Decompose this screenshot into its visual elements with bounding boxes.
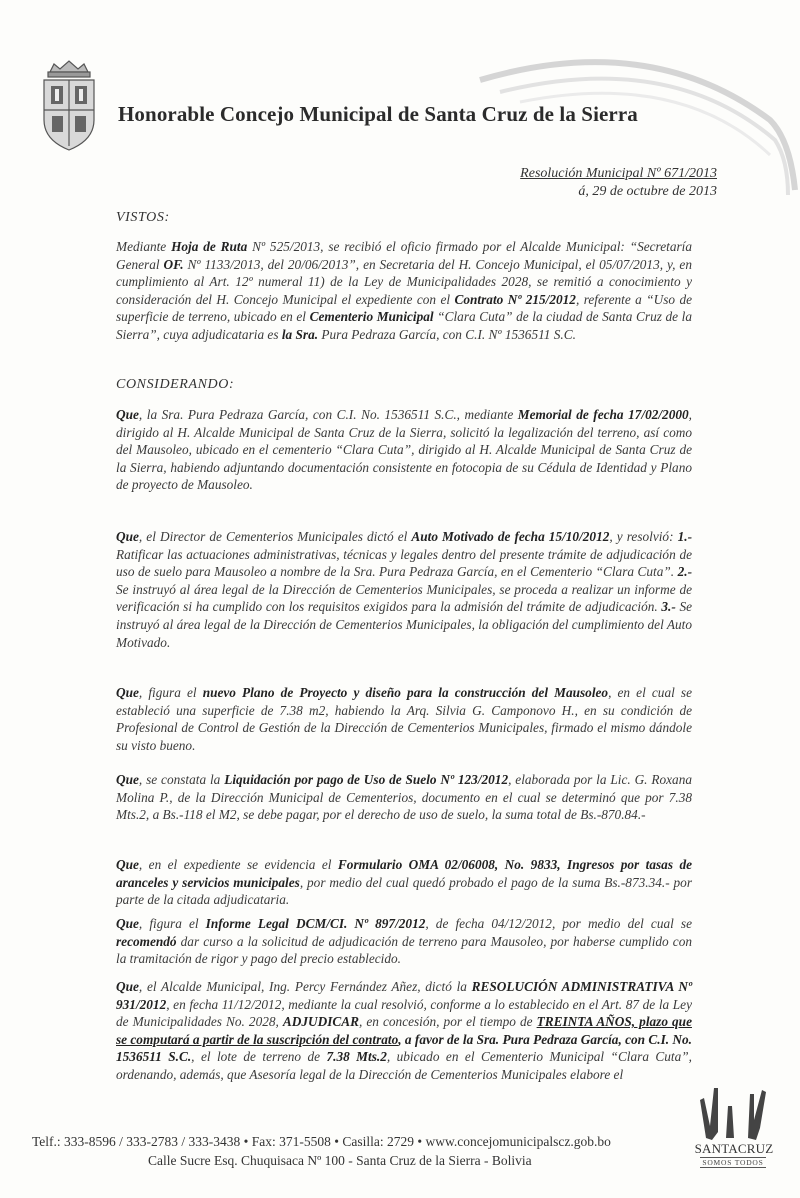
section-heading-considerando: CONSIDERANDO: — [116, 377, 235, 392]
paragraph-resolucion-administrativa: Que, el Alcalde Municipal, Ing. Percy Fernández Añez, dictó la RESOLUCIÓN ADMINISTRATIVA Nº 931/2012, en fecha 11/12/2012, mediante la cual resolvió, conforme a lo establecido en el Art. 87 de la Ley de Municipalidades No. 2028, ADJUDICAR, en concesión, por el tiempo de TREINTA AÑOS, plazo que se computará a partir de la suscripción del contrato, a favor de la Sra. Pura Pedraza García, con C.I. No. 1536511 S.C., el lote de terreno de 7.38 Mts.2, ubicado en el Cementerio Municipal “Clara Cuta”, ordenando, además, que Asesoría legal de la Dirección de Cementerios Municipales elabore el — [116, 979, 692, 1082]
paragraph-plano-proyecto: Que, figura el nuevo Plano de Proyecto y diseño para la construcción del Mausoleo, en el cual se estableció una superficie de 7.38 m2, habiendo la Arq. Silvia G. Camponovo H., en su condición de Profesional de Control de Gestión de la Dirección de Cementerios Municipales, firmado el mismo dándole su visto bueno. — [116, 685, 692, 753]
santa-cruz-logo-tagline: SOMOS TODOS — [700, 1157, 766, 1168]
footer-address: Calle Sucre Esq. Chuquisaca Nº 100 - Santa Cruz de la Sierra - Bolivia — [148, 1153, 532, 1168]
coat-of-arms-logo — [38, 58, 100, 154]
paragraph-liquidacion: Que, se constata la Liquidación por pago de Uso de Suelo Nº 123/2012, elaborada por la Lic. G. Roxana Molina P., de la Dirección Municipal de Cementerios, documento en el cual se determinó que por 7.38 Mts.2, a Bs.-118 el M2, se debe pagar, por el derecho de uso de suelo, la suma total de Bs.-870.84.- — [116, 772, 692, 823]
paragraph-informe-legal: Que, figura el Informe Legal DCM/CI. Nº 897/2012, de fecha 04/12/2012, por medio del cual se recomendó dar curso a la solicitud de adjudicación de terreno para Mausoleo, por haberse cumplido con la tramitación de rigor y pago del precio establecido. — [116, 916, 692, 967]
resolution-number: Resolución Municipal Nº 671/2013 — [520, 166, 717, 181]
paragraph-vistos: Mediante Hoja de Ruta Nº 525/2013, se recibió el oficio firmado por el Alcalde Municipal: “Secretaría General OF. Nº 1133/2013, del 20/06/2013”, en Secretaria del H. Concejo Municipal, el 05/07/2013, y, en cumplimiento al Art. 12º numeral 11) de la Ley de Municipalidades 2028, se remitió a conocimiento y consideración del H. Concejo Municipal el expediente con el Contrato Nº 215/2012, referente a “Uso de superficie de terreno, ubicado en el Cementerio Municipal “Clara Cuta” de la ciudad de Santa Cruz de la Sierra”, cuya adjudicataria es la Sra. Pura Pedraza García, con C.I. Nº 1536511 S.C. — [116, 239, 693, 342]
section-heading-vistos: VISTOS: — [116, 210, 170, 225]
resolution-date: á, 29 de octubre de 2013 — [578, 184, 717, 199]
paragraph-formulario: Que, en el expediente se evidencia el Formulario OMA 02/06008, No. 9833, Ingresos por tasas de aranceles y servicios municipales, por medio del cual quedó probado el pago de la suma Bs.-873.34.- por parte de la citada adjudicataria. — [116, 857, 692, 908]
organization-title: Honorable Concejo Municipal de Santa Cruz de la Sierra — [118, 102, 638, 126]
footer-contact: Telf.: 333-8596 / 333-2783 / 333-3438 • Fax: 371-5508 • Casilla: 2729 • www.concejomunicipalscz.gob.bo — [32, 1134, 611, 1149]
paragraph-auto-motivado: Que, el Director de Cementerios Municipales dictó el Auto Motivado de fecha 15/10/2012, y resolvió: 1.- Ratificar las actuaciones administrativas, técnicas y legales dentro del presente trámite de adjudicación de uso de suelo para Mausoleo a nombre de la Sra. Pura Pedraza García, en el Cementerio “Clara Cuta”. 2.- Se instruyó al área legal de la Dirección de Cementerios Municipales, se proceda a realizar un informe de verificación si ha cumplido con los requisitos exigidos para la admisión del trámite de adjudicación. 3.- Se instruyó al área legal de la Dirección de Cementerios Municipales, la obligación del cumplimiento del Auto Motivado. — [116, 529, 693, 650]
santa-cruz-logo-name: SANTACRUZ — [694, 1141, 774, 1156]
resolution-block — [520, 164, 717, 200]
paragraph-memorial: Que, la Sra. Pura Pedraza García, con C.I. No. 1536511 S.C., mediante Memorial de fecha 17/02/2000, dirigido al H. Alcalde Municipal de Santa Cruz de la Sierra, solicitó la legalización del terreno, así como del Mausoleo, ubicado en el cementerio “Clara Cuta”, dirigido al H. Alcalde Municipal de Santa Cruz de la Sierra, habiendo adjuntando documentación consistente en fotocopia de su Cédula de Identidad y Plano de proyecto de Mausoleo. — [116, 407, 692, 493]
